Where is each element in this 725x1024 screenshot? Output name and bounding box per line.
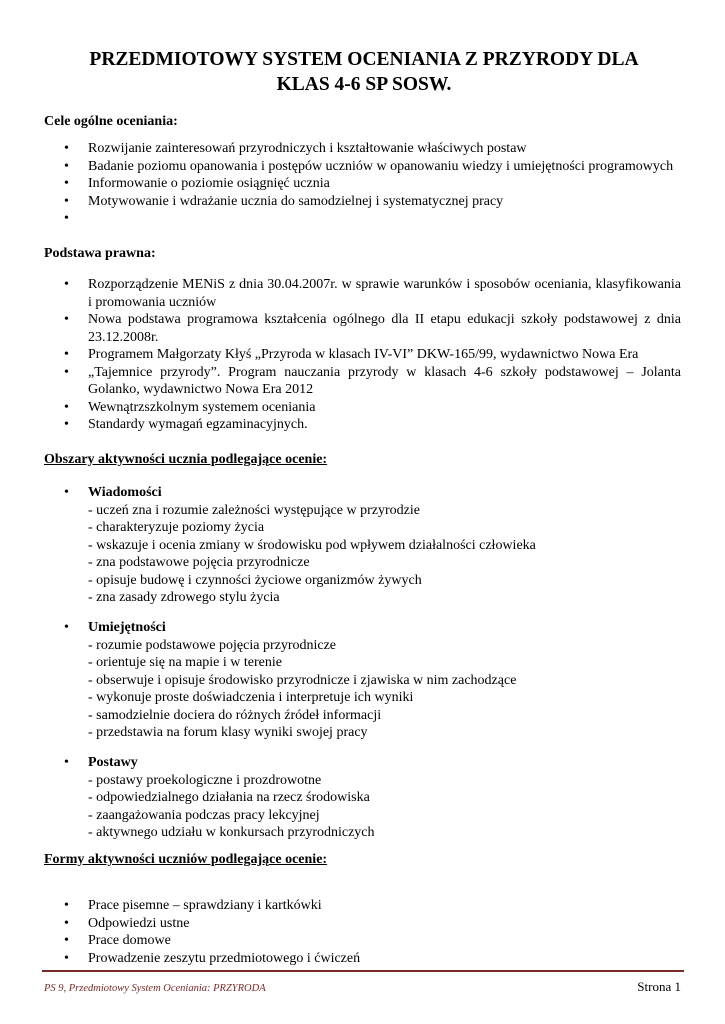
area-skills-line: - wykonuje proste doświadczenia i interpretuje ich wyniki (88, 690, 414, 705)
legal-heading: Podstawa prawna: (44, 246, 156, 261)
area-skills-line: - rozumie podstawowe pojęcia przyrodnicze (88, 637, 337, 653)
area-attitudes-line: - aktywnego udziału w konkursach przyrodniczych (88, 825, 375, 840)
area-knowledge-title: • Wiadomości (44, 484, 681, 502)
area-skills-title: • Umiejętności (44, 619, 681, 637)
area-knowledge-line: - wskazuje i ocenia zmiany w środowisku pod wpływem działalności człowieka (88, 537, 536, 553)
area-attitudes-line: - zaangażowania podczas pracy lekcyjnej (88, 807, 320, 823)
area-attitudes-line: - postawy proekologiczne i prozdrowotne (88, 772, 322, 788)
forms-list (44, 897, 681, 967)
legal-item: • Programem Małgorzaty Kłyś „Przyroda w klasach IV-VI” DKW-165/99, wydawnictwo Nowa Era (44, 346, 681, 364)
goals-item: • Motywowanie i wdrażanie ucznia do samodzielnej i systematycznej pracy (44, 193, 681, 211)
area-skills-line: - orientuje się na mapie i w terenie (88, 655, 282, 670)
legal-item: • Standardy wymagań egzaminacyjnych. (44, 416, 681, 434)
goals-item: • Badanie poziomu opanowania i postępów uczniów w opanowaniu wiedzy i umiejętności programowych (44, 158, 681, 176)
area-knowledge-line: - charakteryzuje poziomy życia (88, 520, 265, 535)
legal-item: • Rozporządzenie MENiS z dnia 30.04.2007r. w sprawie warunków i sposobów oceniania, klasyfikowania i promowania uczniów (44, 276, 681, 311)
area-knowledge-line: - uczeń zna i rozumie zależności występujące w przyrodzie (88, 502, 420, 518)
forms-item: • Prowadzenie zeszytu przedmiotowego i ćwiczeń (44, 950, 681, 968)
area-knowledge-line: - opisuje budowę i czynności życiowe organizmów żywych (88, 572, 422, 588)
forms-item: • Prace domowe (44, 932, 681, 950)
legal-item: • Nowa podstawa programowa kształcenia ogólnego dla II etapu edukacji szkoły podstawowej z dnia 23.12.2008r. (44, 311, 681, 346)
document-title-line-1: PRZEDMIOTOWY SYSTEM OCENIANIA Z PRZYRODY DLA (89, 49, 639, 70)
area-attitudes-line: - odpowiedzialnego działania na rzecz środowiska (88, 790, 370, 805)
area-attitudes (44, 754, 681, 842)
area-knowledge (44, 484, 681, 607)
goals-item: • Rozwijanie zainteresowań przyrodniczych i kształtowanie właściwych postaw (44, 140, 681, 158)
areas-heading: Obszary aktywności ucznia podlegające ocenie: (44, 452, 328, 467)
forms-heading: Formy aktywności uczniów podlegające ocenie: (44, 852, 328, 867)
legal-item: • Wewnątrzszkolnym systemem oceniania (44, 399, 681, 417)
goals-item: • Informowanie o poziomie osiągnięć ucznia (44, 175, 681, 193)
goals-list (44, 140, 681, 228)
goals-item-empty (44, 210, 681, 228)
area-skills-line: - przedstawia na forum klasy wyniki swojej pracy (88, 725, 368, 740)
legal-list (44, 276, 681, 434)
area-knowledge-line: - zna podstawowe pojęcia przyrodnicze (88, 555, 310, 570)
area-attitudes-title: • Postawy (44, 754, 681, 772)
legal-item: • „Tajemnice przyrody”. Program nauczania przyrody w klasach 4-6 szkoły podstawowej – Jolanta Golanko, wydawnictwo Nowa Era 2012 (44, 364, 681, 399)
area-skills-line: - obserwuje i opisuje środowisko przyrodnicze i zjawiska w nim zachodzące (88, 672, 517, 688)
goals-heading: Cele ogólne oceniania: (44, 114, 178, 129)
forms-item: • Odpowiedzi ustne (44, 915, 681, 933)
footer-document-name: PS 9, Przedmiotowy System Oceniania: PRZYRODA (44, 983, 266, 994)
area-skills (44, 619, 681, 742)
footer-rule (42, 970, 684, 972)
document-title-line-2: KLAS 4-6 SP SOSW. (276, 74, 452, 95)
area-knowledge-line: - zna zasady zdrowego stylu życia (88, 590, 280, 605)
footer-page-number: Strona 1 (637, 979, 681, 994)
forms-item: • Prace pisemne – sprawdziany i kartkówki (44, 897, 681, 915)
area-skills-line: - samodzielnie dociera do różnych źródeł informacji (88, 707, 382, 723)
